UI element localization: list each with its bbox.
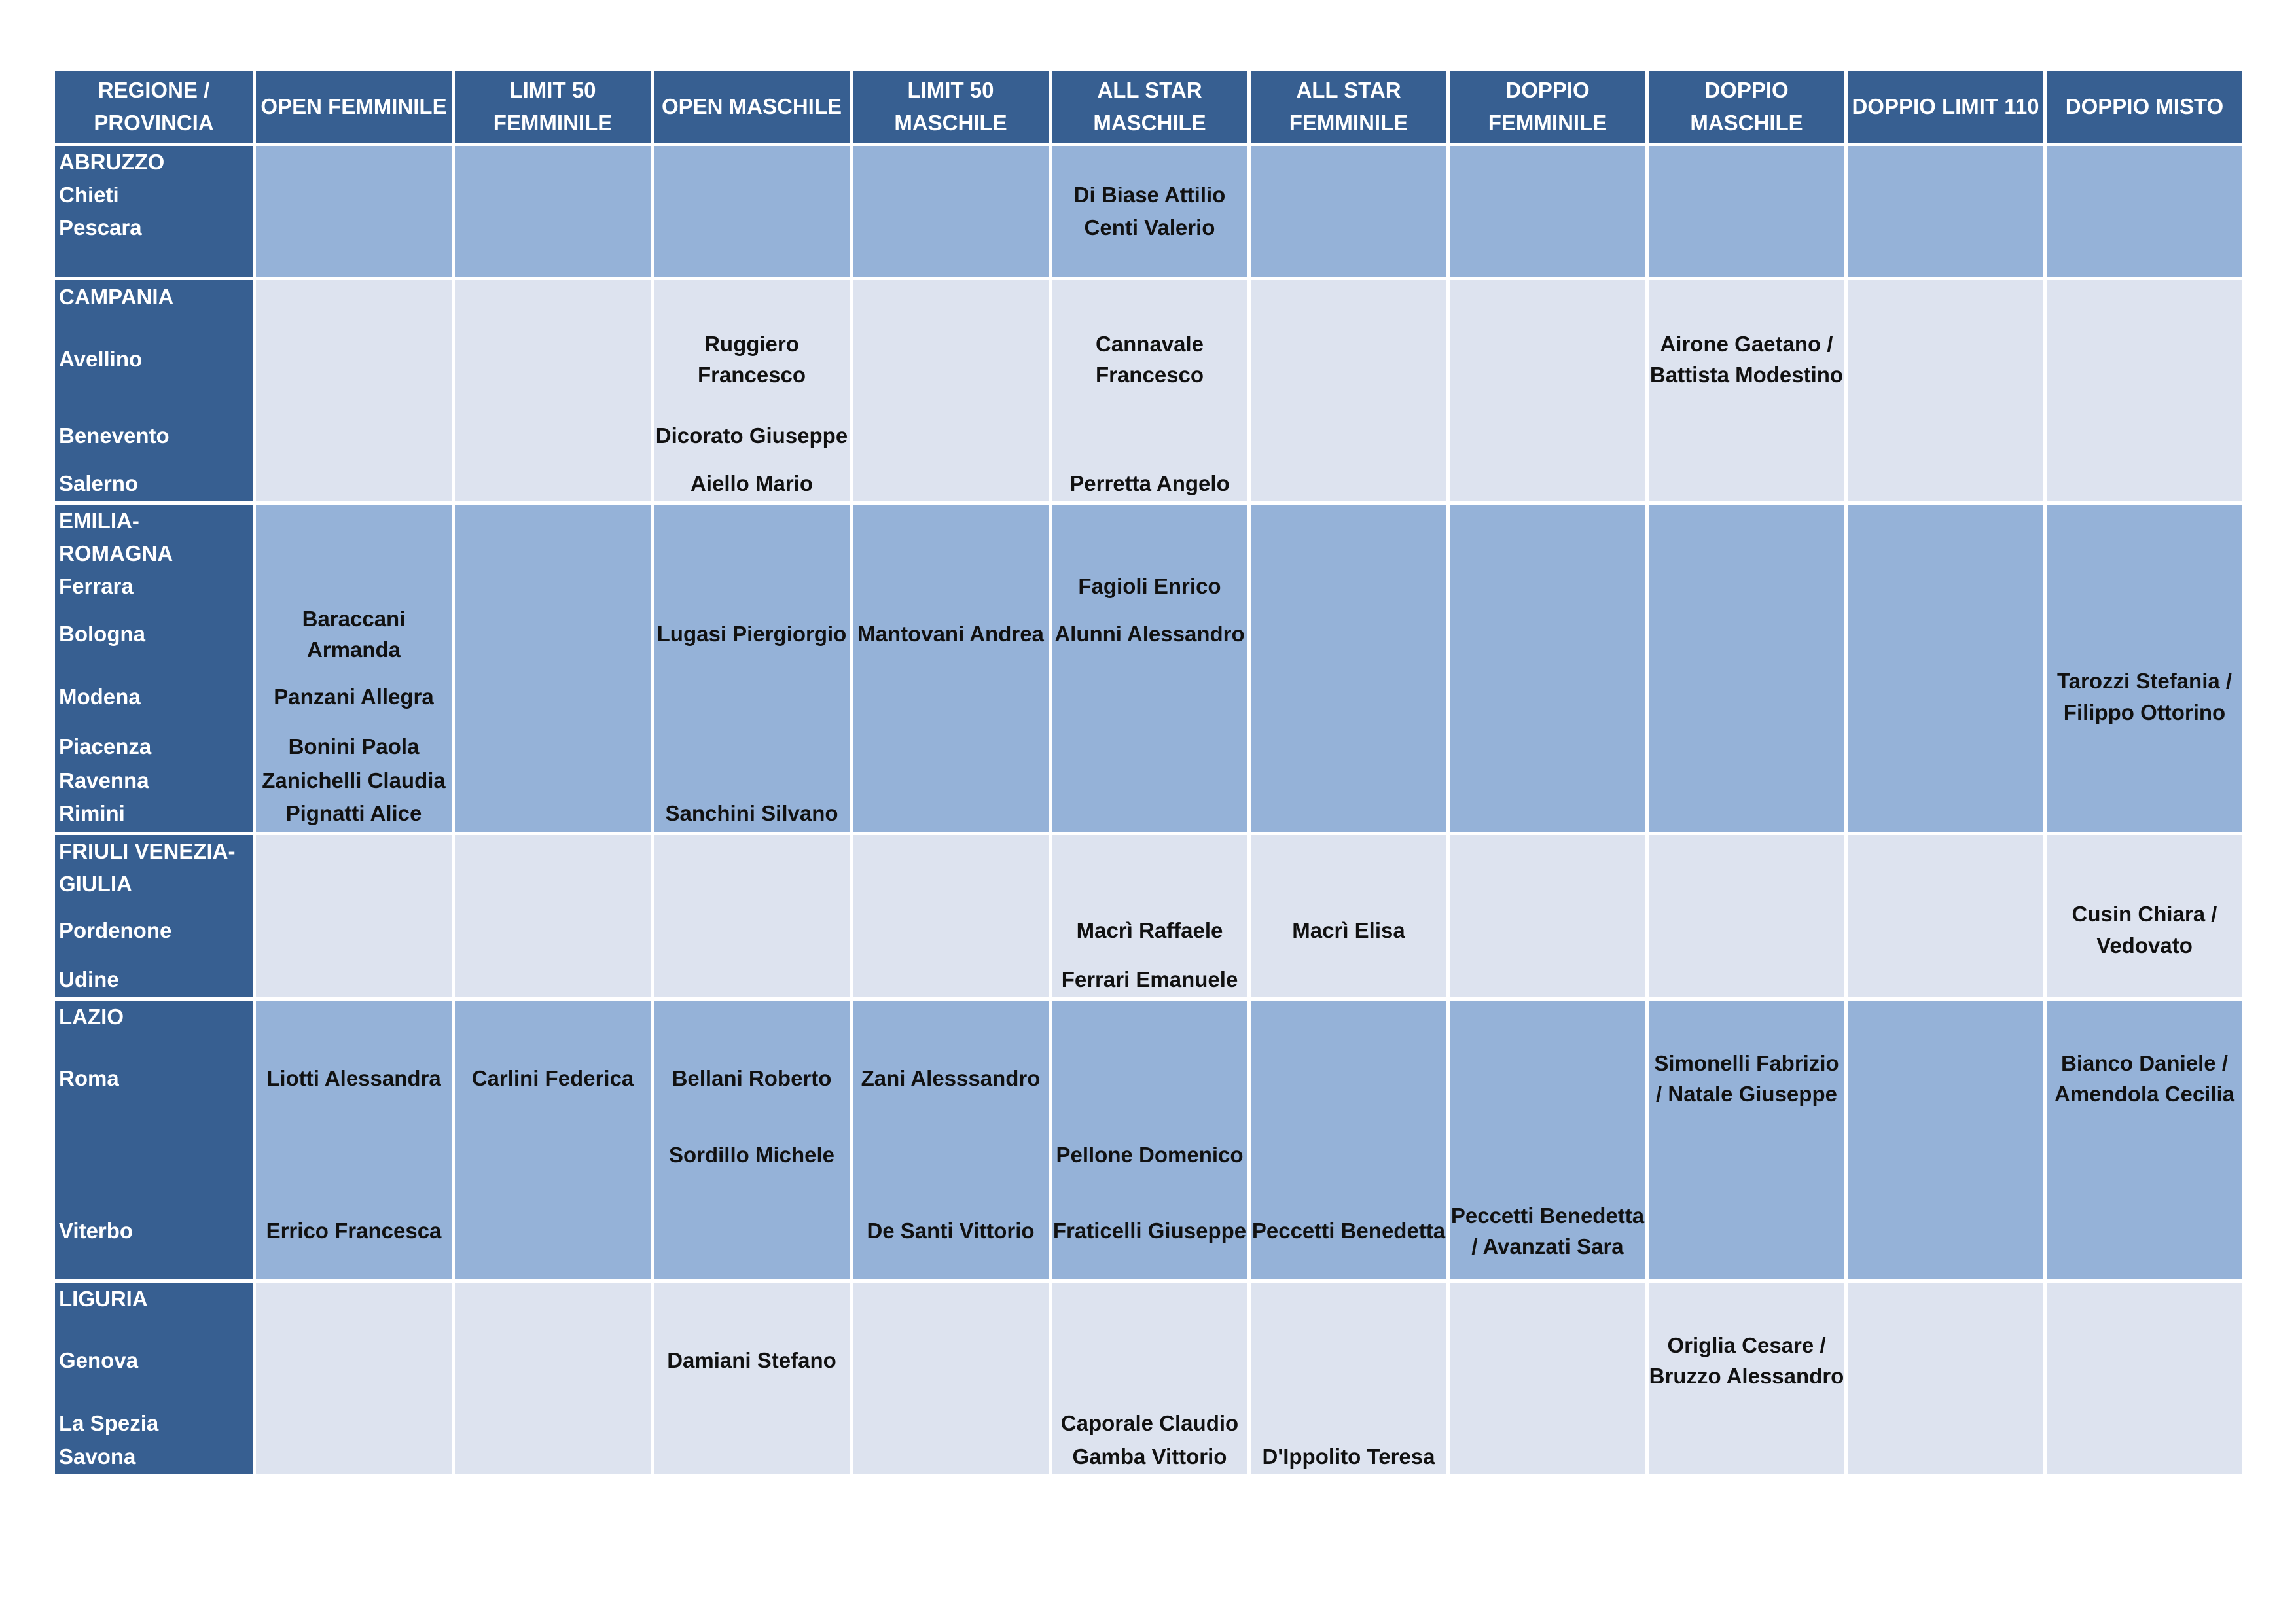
table-cell	[654, 1001, 850, 1279]
table-cell	[654, 280, 850, 501]
region-cell-lazio	[55, 1001, 253, 1279]
player-name: Filippo Ottorino	[2063, 700, 2226, 724]
player-name: Caporale Claudio	[1060, 1411, 1239, 1435]
player-name: Airone Gaetano /	[1660, 332, 1833, 356]
province-label: Benevento	[59, 423, 170, 448]
player-name: Ferrari Emanuele	[1061, 967, 1238, 991]
table-cell	[256, 280, 452, 501]
province-label: Ravenna	[59, 768, 149, 793]
table-cell	[1450, 835, 1645, 997]
province-label: Ferrara	[59, 574, 134, 598]
table-cell	[1052, 280, 1247, 501]
player-name: Origlia Cesare /	[1667, 1333, 1826, 1357]
player-name: Zani Alesssandro	[861, 1066, 1041, 1090]
table-cell	[256, 1001, 452, 1279]
province-label: Avellino	[59, 347, 143, 371]
table-cell	[853, 505, 1049, 832]
table-cell	[1649, 1001, 1844, 1279]
table-cell	[654, 505, 850, 832]
player-name: D'Ippolito Teresa	[1262, 1444, 1435, 1469]
header-regione-provincia: REGIONE / PROVINCIA	[55, 71, 253, 143]
table-cell	[1251, 505, 1446, 832]
table-cell	[1450, 280, 1645, 501]
province-label: La Spezia	[59, 1411, 159, 1435]
table-cell	[1649, 505, 1844, 832]
player-name: Vedovato	[2096, 933, 2193, 957]
player-name: Cannavale	[1095, 332, 1204, 356]
table-cell	[256, 1283, 452, 1474]
player-name: De Santi Vittorio	[867, 1219, 1035, 1243]
player-name: Zanichelli Claudia	[262, 768, 446, 793]
table-cell	[1450, 505, 1645, 832]
region-cell-emilia-romagna	[55, 505, 253, 832]
table-cell	[1052, 1001, 1247, 1279]
table-cell	[455, 835, 651, 997]
region-name: ROMAGNA	[59, 541, 173, 565]
player-name: Macrì Raffaele	[1076, 918, 1223, 942]
player-name: Battista Modestino	[1649, 363, 1844, 387]
player-name: Sordillo Michele	[668, 1143, 835, 1167]
province-label: Pordenone	[59, 918, 172, 942]
player-name: Ruggiero	[704, 332, 799, 356]
province-label: Savona	[59, 1444, 136, 1469]
region-cell-abruzzo	[55, 146, 253, 277]
province-label: Modena	[59, 685, 141, 709]
table-cell	[654, 835, 850, 997]
player-name: Mantovani Andrea	[857, 622, 1044, 646]
table-cell	[256, 146, 452, 277]
province-label: Pescara	[59, 215, 142, 240]
player-name: / Natale Giuseppe	[1656, 1082, 1837, 1106]
table-cell	[1649, 280, 1844, 501]
player-name: Aiello Mario	[690, 471, 814, 495]
player-name: Baraccani	[302, 607, 406, 631]
province-label: Viterbo	[59, 1219, 134, 1243]
header-doppio-femminile: DOPPIO FEMMINILE	[1450, 71, 1645, 143]
region-name: LIGURIA	[59, 1287, 148, 1311]
table-cell	[455, 280, 651, 501]
player-name: Francesco	[697, 363, 806, 387]
player-name: Bruzzo Alessandro	[1649, 1364, 1844, 1388]
table-cell	[1052, 505, 1247, 832]
player-name: Peccetti Benedetta	[1251, 1219, 1446, 1243]
table-cell	[1649, 1283, 1844, 1474]
player-name: Sanchini Silvano	[665, 801, 838, 825]
region-name: FRIULI VENEZIA-	[59, 839, 236, 863]
province-label: Bologna	[59, 622, 145, 646]
player-name: Fagioli Enrico	[1078, 574, 1221, 598]
player-name: Fraticelli Giuseppe	[1052, 1219, 1247, 1243]
player-name: Amendola Cecilia	[2054, 1082, 2235, 1106]
table-cell	[1251, 280, 1446, 501]
player-name: Alunni Alessandro	[1054, 622, 1245, 646]
table-cell	[1052, 1283, 1247, 1474]
table-cell	[853, 1283, 1049, 1474]
header-all-star-maschile: ALL STAR MASCHILE	[1052, 71, 1247, 143]
player-name: Simonelli Fabrizio	[1654, 1051, 1839, 1075]
table-cell	[1251, 146, 1446, 277]
province-label: Rimini	[59, 801, 125, 825]
table-cell	[853, 146, 1049, 277]
table-cell	[2047, 280, 2242, 501]
table-cell	[1848, 146, 2043, 277]
province-label: Udine	[59, 967, 119, 991]
player-name: Peccetti Benedetta	[1450, 1204, 1645, 1228]
player-name: Armanda	[306, 637, 401, 662]
player-name: Macrì Elisa	[1292, 918, 1405, 942]
header-limit-50-maschile: LIMIT 50 MASCHILE	[853, 71, 1049, 143]
header-all-star-femminile: ALL STAR FEMMINILE	[1251, 71, 1446, 143]
player-name: Errico Francesca	[266, 1219, 442, 1243]
header-doppio-limit-110: DOPPIO LIMIT 110	[1848, 71, 2043, 143]
player-name: Centi Valerio	[1084, 215, 1215, 240]
table-cell	[853, 1001, 1049, 1279]
province-label: Roma	[59, 1066, 119, 1090]
table-cell	[2047, 1001, 2242, 1279]
header-limit-50-femminile: LIMIT 50 FEMMINILE	[455, 71, 651, 143]
table-cell	[853, 835, 1049, 997]
player-name: Di Biase Attilio	[1073, 183, 1226, 207]
player-name: Tarozzi Stefania /	[2056, 669, 2233, 693]
standings-table	[55, 71, 2241, 1469]
player-name: Dicorato Giuseppe	[655, 423, 848, 448]
table-cell	[2047, 505, 2242, 832]
player-name: Carlini Federica	[471, 1066, 634, 1090]
player-name: Gamba Vittorio	[1072, 1444, 1227, 1469]
player-name: Lugasi Piergiorgio	[656, 622, 847, 646]
region-cell-friuli-venezia-giulia	[55, 835, 253, 997]
player-name: Perretta Angelo	[1069, 471, 1230, 495]
header-open-femminile: OPEN FEMMINILE	[256, 71, 452, 143]
player-name: Liotti Alessandra	[266, 1066, 441, 1090]
table-cell	[1848, 1283, 2043, 1474]
region-cell-campania	[55, 280, 253, 501]
table-cell	[1450, 1001, 1645, 1279]
table-cell	[1848, 505, 2043, 832]
region-name: CAMPANIA	[59, 285, 174, 309]
table-cell	[455, 1001, 651, 1279]
table-cell	[2047, 1283, 2242, 1474]
player-name: Bellani Roberto	[672, 1066, 832, 1090]
table-cell	[1848, 835, 2043, 997]
table-cell	[1052, 835, 1247, 997]
table-cell	[654, 146, 850, 277]
province-label: Genova	[59, 1348, 139, 1372]
player-name: / Avanzati Sara	[1471, 1234, 1624, 1258]
table-cell	[455, 505, 651, 832]
province-label: Piacenza	[59, 734, 152, 758]
header-doppio-maschile: DOPPIO MASCHILE	[1649, 71, 1844, 143]
player-name: Francesco	[1095, 363, 1204, 387]
table-cell	[1450, 1283, 1645, 1474]
table-cell	[1450, 146, 1645, 277]
table-cell	[1052, 146, 1247, 277]
player-name: Pignatti Alice	[285, 801, 422, 825]
region-cell-liguria	[55, 1283, 253, 1474]
header-doppio-misto: DOPPIO MISTO	[2047, 71, 2242, 143]
region-name: GIULIA	[59, 872, 132, 896]
table-cell	[654, 1283, 850, 1474]
table-cell	[2047, 146, 2242, 277]
player-name: Pellone Domenico	[1056, 1143, 1244, 1167]
player-name: Cusin Chiara /	[2072, 902, 2217, 926]
player-name: Bonini Paola	[288, 734, 420, 758]
table-cell	[1848, 1001, 2043, 1279]
player-name: Damiani Stefano	[667, 1348, 836, 1372]
table-cell	[1251, 1001, 1446, 1279]
table-cell	[455, 146, 651, 277]
region-name: ABRUZZO	[59, 150, 165, 174]
table-cell	[1251, 835, 1446, 997]
header-open-maschile: OPEN MASCHILE	[654, 71, 850, 143]
player-name: Panzani Allegra	[274, 685, 434, 709]
table-cell	[455, 1283, 651, 1474]
table-cell	[256, 835, 452, 997]
province-label: Salerno	[59, 471, 139, 495]
province-label: Chieti	[59, 183, 119, 207]
table-cell	[853, 280, 1049, 501]
player-name: Bianco Daniele /	[2061, 1051, 2228, 1075]
region-name: LAZIO	[59, 1005, 124, 1029]
table-cell	[2047, 835, 2242, 997]
table-cell	[1251, 1283, 1446, 1474]
table-cell	[1649, 835, 1844, 997]
table-cell	[256, 505, 452, 832]
table-cell	[1649, 146, 1844, 277]
region-name: EMILIA-	[59, 508, 139, 533]
table-cell	[1848, 280, 2043, 501]
